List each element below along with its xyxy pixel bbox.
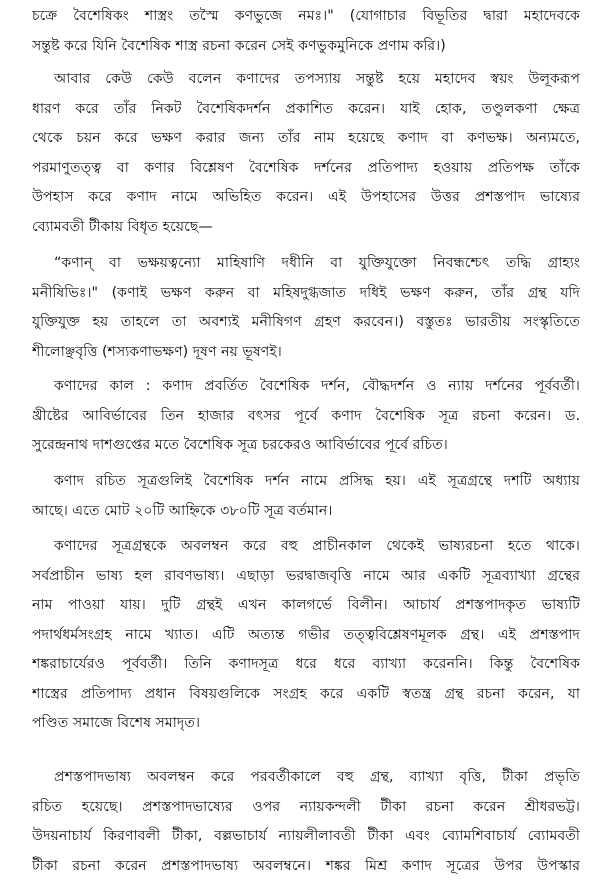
paragraph-later-works (32, 763, 580, 881)
text-line: কণাদের সূত্রগ্রন্থকে অবলম্বন করে বহু প্রাচীনকাল থেকেই ভাষ্যরচনা হতে থাকে। (54, 538, 580, 554)
text-line: কণাদের কাল : কণাদ প্রবর্তিত বৈশেষিক দর্শন, বৌদ্ধদর্শন ও ন্যায় দর্শনের পূর্ববর্তী। (54, 378, 580, 394)
text-line: সর্বপ্রাচীন ভাষ্য হল রাবণভাষ্য। এছাড়া ভরদ্বাজবৃত্তি নামে আর একটি সূত্রব্যাখ্যা গ্রন্থের (32, 567, 580, 584)
text-line: ধারণ করে তাঁর নিকট বৈশেষিকদর্শন প্রকাশিত করেন। যাই হোক, তণ্ডুলকণা ক্ষেত্র (32, 100, 580, 117)
text-line: “কণান্ বা ভক্ষয়ত্বন্যো মাহিষাণি দধীনি বা যুক্তিযুক্তো নিবন্ধশ্চেৎ তদ্ধি গ্রাহ্যং (54, 255, 580, 271)
text-line: উদয়নাচার্য কিরণাবলী টীকা, বল্লভাচার্য ন্যায়লীলাবতী টীকা এবং ব্যোমশিবাচার্য ব্যোমবতী (32, 828, 580, 844)
text-line: কণাদ রচিত সূত্রগুলিই বৈশেষিক দর্শন নামে প্রসিদ্ধ হয়। এই সূত্রগ্রন্থে দশটি অধ্যায় (54, 473, 580, 489)
text-line: প্রশস্তপাদভাষ্য অবলম্বন করে পরবর্তীকালে বহু গ্রন্থ, ব্যাখ্যা বৃত্তি, টীকা প্রভৃতি (54, 769, 580, 785)
paragraph-vyomavati-quote (32, 249, 580, 367)
text-line: পণ্ডিত সমাজে বিশেষ সমাদৃত। (32, 715, 201, 731)
text-line: চক্রে বৈশেষিকং শাস্ত্রং তস্মৈ কণভুজে নমঃ।" (যোগাচার বিভূতির দ্বারা মহাদেবকে (32, 8, 580, 24)
text-line: শাস্ত্রের প্রতিপাদ্য প্রধান বিষয়গুলিকে সংগ্রহ করে একটি স্বতন্ত্র গ্রন্থ রচনা করেন, যা (32, 685, 580, 702)
text-line: আছে। এতে মোট ২০টি আহ্নিকে ৩৮০টি সূত্র বর্তমান। (32, 502, 333, 519)
text-line: খ্রীষ্টের আবির্ভাবের তিন হাজার বৎসর পূর্বে কণাদ বৈশেষিক সূত্র রচনা করেন। ড. (32, 407, 580, 424)
text-line: আবার কেউ কেউ বলেন কণাদের তপস্যায় সন্তুষ্ট হয়ে মহাদেব স্বয়ং উলূকরূপ (54, 71, 580, 87)
text-line: পদার্থধর্মসংগ্রহ নামে খ্যাত। এটি অত্যন্ত গভীর তত্ত্ববিশ্লেষণমূলক গ্রন্থ। এই প্রশস্তপাদ (32, 626, 580, 643)
text-line: শঙ্করাচার্যেরও পূর্ববর্তী। তিনি কণাদসূত্র ধরে ধরে ব্যাখ্যা করেননি। কিন্তু বৈশেষিক (32, 656, 580, 672)
text-line: থেকে চয়ন করে ভক্ষণ করার জন্য তাঁর নাম হয়েছে কণাদ বা কণভক্ষ। অন্যমতে, (32, 130, 580, 146)
text-line: টীকা রচনা করেন প্রশস্তপাদভাষ্য অবলম্বনে। শঙ্কর মিশ্র কণাদ সূত্রের উপর উপস্কার (32, 857, 580, 874)
text-line: যুক্তিযুক্ত হয় তাহলে তা অবশ্যই মনীষিগণ গ্রহণ করবেন।) বস্তুতঃ ভারতীয় সংস্কৃতিতে (32, 314, 580, 330)
text-line: মনীষিভিঃ।" (কণাই ভক্ষণ করুন বা মহিষদুগ্ধজাত দধিই ভক্ষণ করুন, তাঁর গ্রন্থ যদি (32, 284, 580, 301)
text-line: উপহাস করে কণাদ নামে অভিহিত করেন। এই উপহাসের উত্তর প্রশস্তপাদ ভাষ্যের (32, 189, 580, 205)
text-line: সুরেন্দ্রনাথ দাশগুপ্তের মতে বৈশেষিক সূত্র চরকেরও আবির্ভাবের পূর্বে রচিত। (32, 437, 448, 453)
paragraph-invocation-verse (32, 2, 580, 61)
paragraph-sutra-count (32, 467, 580, 526)
text-line: সন্তুষ্ট করে যিনি বৈশেষিক শাস্ত্র রচনা করেন সেই কণভুকমুনিকে প্রণাম করি।) (32, 37, 446, 54)
text-line: পরমাণুতত্ত্ব বা কণার বিশ্লেষণ বৈশেষিক দর্শনের প্রতিপাদ্য হওয়ায় প্রতিপক্ষ তাঁকে (32, 159, 580, 176)
text-line: রচিত হয়েছে। প্রশস্তপাদভাষ্যের ওপর ন্যায়কন্দলী টীকা রচনা করেন শ্রীধরভট্ট। (32, 798, 580, 815)
paragraph-commentaries (32, 532, 580, 739)
text-line: শীলোঞ্ছবৃত্তি (শস্যকণাভক্ষণ) দূষণ নয় ভূষণই। (32, 343, 282, 360)
paragraph-kanada-period (32, 372, 580, 461)
text-line: নাম পাওয়া যায়। দুটি গ্রন্থই এখন কালগর্ভে বিলীন। আচার্য প্রশস্তপাদকৃত ভাষ্যটি (32, 597, 580, 613)
paragraph-kanada-name-origin (32, 65, 580, 242)
text-line: ব্যোমবতী টীকায় বিধৃত হয়েছে— (32, 218, 213, 235)
